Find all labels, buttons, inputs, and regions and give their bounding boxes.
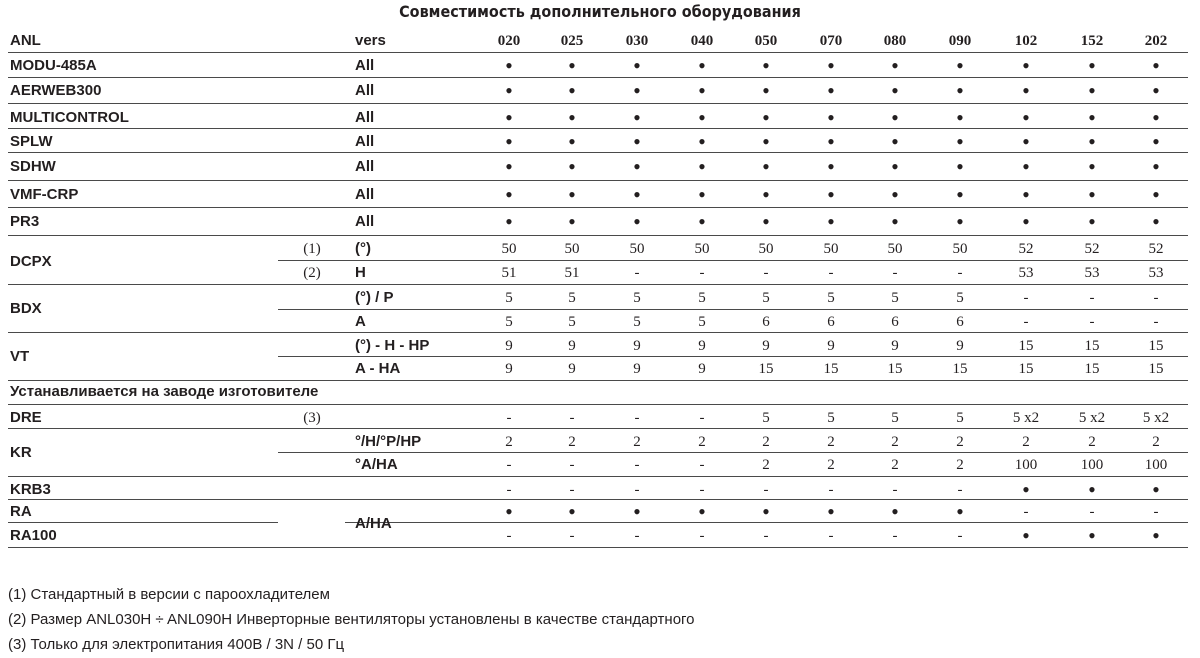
compat-dot: •	[891, 154, 899, 179]
table-cell: 2	[1088, 434, 1096, 450]
row-divider	[8, 52, 1188, 53]
table-cell: 5	[698, 314, 706, 330]
table-cell: 2	[956, 457, 964, 473]
compat-dot: •	[568, 78, 576, 103]
row-name: BDX	[10, 300, 42, 317]
table-cell: 9	[698, 338, 706, 354]
compat-dot: •	[1152, 182, 1160, 207]
row-divider	[8, 428, 1188, 429]
table-cell: 50	[952, 241, 968, 257]
row-divider	[8, 207, 1188, 208]
table-cell: 9	[568, 361, 576, 377]
table-cell: -	[828, 528, 834, 544]
table-cell: 5	[633, 314, 641, 330]
table-cell: 53	[1018, 265, 1034, 281]
table-cell: 2	[827, 457, 835, 473]
table-cell: 100	[1014, 457, 1038, 473]
row-name: SPLW	[10, 133, 53, 150]
table-cell: -	[957, 528, 963, 544]
compat-dot: •	[762, 499, 770, 524]
row-divider	[8, 284, 1188, 285]
table-cell: -	[634, 410, 640, 426]
compat-dot: •	[1088, 477, 1096, 502]
compat-dot: •	[891, 129, 899, 154]
compat-dot: •	[505, 154, 513, 179]
table-cell: 52	[1148, 241, 1164, 257]
table-cell: 50	[694, 241, 710, 257]
compat-dot: •	[1088, 182, 1096, 207]
compat-dot: •	[956, 154, 964, 179]
table-cell: 50	[823, 241, 839, 257]
table-cell: 15	[1148, 361, 1164, 377]
compat-dot: •	[505, 105, 513, 130]
compat-dot: •	[505, 129, 513, 154]
header-size-070: 070	[819, 33, 843, 49]
row-vers: All	[355, 57, 375, 74]
table-cell: -	[957, 265, 963, 281]
compat-dot: •	[956, 78, 964, 103]
compat-dot: •	[827, 78, 835, 103]
table-cell: 5	[762, 410, 770, 426]
table-cell: 5	[633, 290, 641, 306]
table-cell: 15	[758, 361, 774, 377]
table-cell: 52	[1084, 241, 1100, 257]
table-cell: 9	[762, 338, 770, 354]
table-cell: 5	[956, 290, 964, 306]
compat-dot: •	[1022, 129, 1030, 154]
table-cell: 50	[501, 241, 517, 257]
row-divider	[8, 180, 1188, 181]
table-cell: 52	[1018, 241, 1034, 257]
compat-dot: •	[698, 499, 706, 524]
row-vers: (°)	[355, 240, 371, 257]
header-vers-label: vers	[355, 32, 386, 49]
compat-dot: •	[1152, 477, 1160, 502]
compat-dot: •	[633, 53, 641, 78]
compat-dot: •	[1152, 53, 1160, 78]
row-divider	[8, 547, 1188, 548]
table-cell: 15	[1018, 361, 1034, 377]
compat-dot: •	[1152, 105, 1160, 130]
table-cell: -	[1089, 504, 1095, 520]
row-divider	[8, 476, 1188, 477]
row-vers: A	[355, 313, 366, 330]
row-divider	[278, 452, 1188, 453]
row-divider	[278, 356, 1188, 357]
table-cell: 9	[633, 338, 641, 354]
table-cell: -	[699, 410, 705, 426]
compat-dot: •	[698, 78, 706, 103]
table-cell: 15	[1084, 361, 1100, 377]
table-cell: -	[1023, 504, 1029, 520]
row-divider	[8, 404, 1188, 405]
table-cell: 5	[698, 290, 706, 306]
table-cell: 100	[1080, 457, 1104, 473]
row-vers: (°) / P	[355, 289, 394, 306]
compat-dot: •	[956, 53, 964, 78]
row-divider	[8, 499, 1188, 500]
compat-dot: •	[568, 105, 576, 130]
table-cell: 9	[891, 338, 899, 354]
table-cell: 9	[956, 338, 964, 354]
table-cell: 2	[762, 457, 770, 473]
table-cell: -	[1089, 314, 1095, 330]
table-cell: 2	[633, 434, 641, 450]
table-cell: 50	[564, 241, 580, 257]
compat-dot: •	[1022, 523, 1030, 548]
compat-dot: •	[505, 499, 513, 524]
compat-dot: •	[762, 209, 770, 234]
row-footnote-ref: (2)	[303, 265, 321, 281]
table-cell: 2	[956, 434, 964, 450]
compat-dot: •	[633, 209, 641, 234]
compat-dot: •	[827, 209, 835, 234]
table-cell: 6	[762, 314, 770, 330]
header-size-080: 080	[883, 33, 907, 49]
table-cell: -	[506, 410, 512, 426]
row-name: AERWEB300	[10, 82, 102, 99]
table-cell: 9	[505, 338, 513, 354]
compat-dot: •	[633, 182, 641, 207]
table-cell: -	[892, 265, 898, 281]
compat-dot: •	[891, 499, 899, 524]
row-divider	[278, 309, 1188, 310]
row-vers: All	[355, 213, 375, 230]
table-cell: 53	[1148, 265, 1164, 281]
row-name: PR3	[10, 213, 40, 230]
table-cell: 2	[762, 434, 770, 450]
table-cell: 15	[1018, 338, 1034, 354]
table-cell: 5	[568, 290, 576, 306]
table-cell: 50	[758, 241, 774, 257]
header-size-050: 050	[754, 33, 778, 49]
compat-dot: •	[633, 154, 641, 179]
table-cell: -	[699, 482, 705, 498]
row-divider	[8, 103, 1188, 104]
compat-dot: •	[1022, 53, 1030, 78]
compat-dot: •	[1088, 523, 1096, 548]
compat-dot: •	[762, 53, 770, 78]
table-title: Совместимость дополнительного оборудования	[399, 2, 801, 21]
table-cell: -	[634, 265, 640, 281]
row-name: KR	[10, 444, 32, 461]
table-cell: -	[569, 457, 575, 473]
table-cell: 2	[891, 457, 899, 473]
row-name: DRE	[10, 409, 42, 426]
compat-dot: •	[1088, 53, 1096, 78]
table-cell: 5	[891, 290, 899, 306]
compat-dot: •	[1022, 105, 1030, 130]
row-vers: All	[355, 158, 375, 175]
compat-dot: •	[827, 129, 835, 154]
compat-dot: •	[633, 499, 641, 524]
table-cell: 5	[505, 290, 513, 306]
table-cell: 6	[891, 314, 899, 330]
table-cell: 5	[827, 410, 835, 426]
table-cell: 9	[505, 361, 513, 377]
compat-dot: •	[762, 129, 770, 154]
table-cell: 100	[1144, 457, 1168, 473]
compat-dot: •	[827, 182, 835, 207]
table-cell: 15	[823, 361, 839, 377]
header-size-040: 040	[690, 33, 714, 49]
table-cell: -	[506, 482, 512, 498]
compat-dot: •	[1152, 154, 1160, 179]
compat-dot: •	[505, 78, 513, 103]
compat-dot: •	[762, 154, 770, 179]
compat-dot: •	[891, 78, 899, 103]
compat-dot: •	[1022, 154, 1030, 179]
compat-dot: •	[1152, 129, 1160, 154]
compat-dot: •	[827, 105, 835, 130]
table-cell: 9	[633, 361, 641, 377]
compat-dot: •	[568, 154, 576, 179]
compat-dot: •	[505, 53, 513, 78]
table-cell: -	[634, 457, 640, 473]
compat-dot: •	[1088, 105, 1096, 130]
compat-dot: •	[891, 53, 899, 78]
table-cell: 5	[762, 290, 770, 306]
table-cell: 6	[956, 314, 964, 330]
table-cell: -	[1023, 314, 1029, 330]
compat-dot: •	[1088, 154, 1096, 179]
row-divider	[8, 77, 1188, 78]
row-divider	[8, 152, 1188, 153]
header-size-025: 025	[560, 33, 584, 49]
table-cell: 2	[827, 434, 835, 450]
table-cell: 2	[698, 434, 706, 450]
table-cell: -	[1089, 290, 1095, 306]
table-cell: -	[763, 265, 769, 281]
compat-dot: •	[1022, 477, 1030, 502]
footnote-2: (2) Размер ANL030H ÷ ANL090H Инверторные вентиляторы установлены в качестве стандартного	[8, 611, 695, 628]
row-vers: All	[355, 109, 375, 126]
compat-dot: •	[956, 209, 964, 234]
header-size-090: 090	[948, 33, 972, 49]
row-name: RA	[10, 503, 32, 520]
table-cell: -	[506, 528, 512, 544]
row-vers: All	[355, 186, 375, 203]
compat-dot: •	[956, 105, 964, 130]
footnote-3: (3) Только для электропитания 400В / 3N / 50 Гц	[8, 636, 345, 653]
row-divider	[8, 235, 1188, 236]
header-size-102: 102	[1014, 33, 1038, 49]
row-vers: (°) - H - HP	[355, 337, 430, 354]
row-name: RA100	[10, 527, 57, 544]
compat-dot: •	[568, 499, 576, 524]
table-cell: 5	[891, 410, 899, 426]
compat-dot: •	[568, 53, 576, 78]
table-cell: 2	[1022, 434, 1030, 450]
table-cell: 5 x2	[1012, 410, 1040, 426]
compat-dot: •	[1022, 182, 1030, 207]
compat-dot: •	[568, 182, 576, 207]
compat-dot: •	[698, 105, 706, 130]
row-vers: A - HA	[355, 360, 401, 377]
table-cell: 15	[887, 361, 903, 377]
compat-dot: •	[827, 499, 835, 524]
table-cell: 5 x2	[1142, 410, 1170, 426]
row-name: KRB3	[10, 481, 51, 498]
table-cell: -	[1153, 290, 1159, 306]
table-cell: -	[634, 482, 640, 498]
table-cell: 2	[568, 434, 576, 450]
table-cell: 51	[501, 265, 517, 281]
compat-dot: •	[698, 209, 706, 234]
compat-dot: •	[1088, 129, 1096, 154]
compat-dot: •	[568, 129, 576, 154]
table-cell: 6	[827, 314, 835, 330]
row-name: SDHW	[10, 158, 56, 175]
section-label: Устанавливается на заводе изготовителе	[10, 383, 319, 400]
row-footnote-ref: (1)	[303, 241, 321, 257]
compat-dot: •	[633, 78, 641, 103]
table-cell: -	[569, 528, 575, 544]
compat-dot: •	[1152, 523, 1160, 548]
table-cell: -	[763, 482, 769, 498]
compat-dot: •	[633, 105, 641, 130]
compat-dot: •	[698, 154, 706, 179]
table-cell: 5	[827, 290, 835, 306]
row-divider	[8, 522, 278, 523]
compat-dot: •	[698, 182, 706, 207]
table-cell: 50	[887, 241, 903, 257]
table-cell: 53	[1084, 265, 1100, 281]
row-divider	[8, 332, 1188, 333]
row-footnote-ref: (3)	[303, 410, 321, 426]
compat-dot: •	[891, 209, 899, 234]
compat-dot: •	[505, 209, 513, 234]
table-cell: 50	[629, 241, 645, 257]
compat-dot: •	[827, 154, 835, 179]
table-cell: 2	[891, 434, 899, 450]
row-name: MODU-485A	[10, 57, 97, 74]
table-cell: 2	[1152, 434, 1160, 450]
table-cell: 9	[698, 361, 706, 377]
table-cell: -	[569, 482, 575, 498]
compat-dot: •	[1022, 209, 1030, 234]
compat-dot: •	[956, 499, 964, 524]
compat-dot: •	[827, 53, 835, 78]
footnote-1: (1) Стандартный в версии с пароохладителем	[8, 586, 330, 603]
table-cell: -	[828, 265, 834, 281]
table-cell: 2	[505, 434, 513, 450]
table-cell: -	[569, 410, 575, 426]
table-cell: -	[506, 457, 512, 473]
table-cell: 5	[956, 410, 964, 426]
row-vers: All	[355, 133, 375, 150]
compat-dot: •	[698, 129, 706, 154]
row-name: MULTICONTROL	[10, 109, 129, 126]
compat-dot: •	[1152, 78, 1160, 103]
compat-dot: •	[762, 105, 770, 130]
table-cell: -	[699, 457, 705, 473]
compat-dot: •	[891, 105, 899, 130]
row-name: VMF-CRP	[10, 186, 79, 203]
table-cell: -	[1023, 290, 1029, 306]
row-divider	[278, 260, 1188, 261]
compat-dot: •	[568, 209, 576, 234]
row-vers: °A/HA	[355, 456, 398, 473]
row-name: VT	[10, 348, 30, 365]
header-size-152: 152	[1080, 33, 1104, 49]
row-divider	[8, 128, 1188, 129]
compat-dot: •	[762, 182, 770, 207]
table-cell: -	[828, 482, 834, 498]
table-cell: -	[1153, 504, 1159, 520]
table-cell: -	[892, 528, 898, 544]
header-size-030: 030	[625, 33, 649, 49]
header-model-label: ANL	[10, 32, 41, 49]
row-vers: H	[355, 264, 366, 281]
compat-dot: •	[956, 129, 964, 154]
row-divider	[345, 522, 1188, 523]
compat-dot: •	[1152, 209, 1160, 234]
table-cell: 5	[568, 314, 576, 330]
row-name: DCPX	[10, 253, 52, 270]
compat-dot: •	[1022, 78, 1030, 103]
table-cell: 5 x2	[1078, 410, 1106, 426]
table-cell: -	[1153, 314, 1159, 330]
table-cell: 51	[564, 265, 580, 281]
compat-dot: •	[1088, 209, 1096, 234]
table-cell: -	[763, 528, 769, 544]
row-vers: All	[355, 82, 375, 99]
table-cell: -	[699, 528, 705, 544]
table-cell: -	[957, 482, 963, 498]
header-size-020: 020	[497, 33, 521, 49]
table-cell: 9	[827, 338, 835, 354]
compat-dot: •	[891, 182, 899, 207]
table-cell: -	[634, 528, 640, 544]
table-cell: 15	[952, 361, 968, 377]
compat-dot: •	[956, 182, 964, 207]
compat-dot: •	[1088, 78, 1096, 103]
header-size-202: 202	[1144, 33, 1168, 49]
table-cell: 15	[1148, 338, 1164, 354]
compat-dot: •	[633, 129, 641, 154]
ra-vers-label: A/HA	[355, 515, 392, 532]
table-cell: -	[699, 265, 705, 281]
table-cell: 9	[568, 338, 576, 354]
compat-dot: •	[698, 53, 706, 78]
table-cell: 15	[1084, 338, 1100, 354]
compat-dot: •	[762, 78, 770, 103]
row-vers: °/H/°P/HP	[355, 433, 422, 450]
table-cell: 5	[505, 314, 513, 330]
table-cell: -	[892, 482, 898, 498]
compat-dot: •	[505, 182, 513, 207]
